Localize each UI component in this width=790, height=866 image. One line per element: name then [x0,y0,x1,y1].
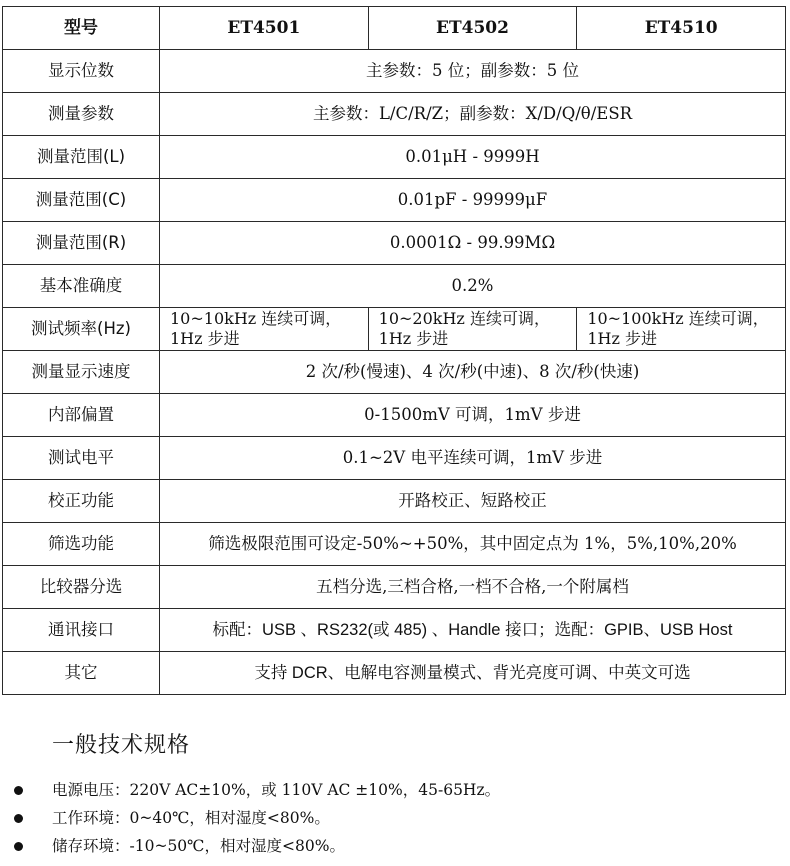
table-header-row [3,7,786,50]
row-value: 主参数：L/C/R/Z；副参数：X/D/Q/θ/ESR [160,93,786,136]
table-row [3,480,786,523]
table-row [3,437,786,480]
list-item [0,776,790,804]
list-item-text: 工作环境：0~40℃，相对湿度<80%。 [52,809,330,827]
model-et4510: ET4510 [577,7,786,50]
row-value: 五档分选,三档合格,一档不合格,一个附属档 [160,566,786,609]
row-value: 支持 DCR、电解电容测量模式、背光亮度可调、中英文可选 [160,652,786,695]
table-row-frequency [3,308,786,351]
freq-step-text: 1Hz 步进 [587,329,657,348]
spec-table [2,6,786,695]
general-spec-list [0,776,790,860]
freq-range-text: 10~20kHz 连续可调， [378,309,550,328]
row-value: 主参数：5 位；副参数：5 位 [160,50,786,93]
row-value: 标配：USB 、RS232(或 485) 、Handle 接口；选配：GPIB、USB Host [160,609,786,652]
freq-step-text: 1Hz 步进 [170,329,240,348]
table-row [3,394,786,437]
bullet-icon [14,814,23,823]
row-label: 其它 [3,652,160,695]
list-item-text: 储存环境：-10~50℃，相对湿度<80%。 [52,837,345,855]
table-row [3,351,786,394]
freq-et4510 [577,308,786,351]
table-row [3,265,786,308]
freq-range-text: 10~10kHz 连续可调， [170,309,342,328]
row-value: 2 次/秒(慢速)、4 次/秒(中速)、8 次/秒(快速) [160,351,786,394]
row-label: 测试频率(Hz) [3,308,160,351]
row-label: 筛选功能 [3,523,160,566]
row-label: 显示位数 [3,50,160,93]
row-value: 0.0001Ω - 99.99MΩ [160,222,786,265]
table-row [3,652,786,695]
row-value: 0.1~2V 电平连续可调，1mV 步进 [160,437,786,480]
table-row [3,179,786,222]
table-row [3,523,786,566]
row-label: 比较器分选 [3,566,160,609]
freq-range-text: 10~100kHz 连续可调， [587,309,769,328]
freq-et4502 [368,308,577,351]
row-label: 测量范围(C) [3,179,160,222]
row-label: 通讯接口 [3,609,160,652]
row-value: 开路校正、短路校正 [160,480,786,523]
table-row [3,136,786,179]
model-et4501: ET4501 [160,7,369,50]
table-row [3,93,786,136]
row-label: 基本准确度 [3,265,160,308]
table-row [3,609,786,652]
row-value: 0.01pF - 99999μF [160,179,786,222]
row-label: 测量范围(R) [3,222,160,265]
row-label: 校正功能 [3,480,160,523]
row-value: 0-1500mV 可调，1mV 步进 [160,394,786,437]
row-label: 测量参数 [3,93,160,136]
freq-step-text: 1Hz 步进 [378,329,449,348]
row-value: 0.01μH - 9999H [160,136,786,179]
row-label: 内部偏置 [3,394,160,437]
freq-et4501 [160,308,369,351]
table-row [3,50,786,93]
model-et4502: ET4502 [368,7,577,50]
list-item [0,832,790,860]
bullet-icon [14,842,23,851]
list-item-text: 电源电压：220V AC±10%，或 110V AC ±10%，45-65Hz。 [52,781,501,799]
bullet-icon [14,786,23,795]
row-label: 测试电平 [3,437,160,480]
row-value: 筛选极限范围可设定-50%~+50%，其中固定点为 1%，5%,10%,20% [160,523,786,566]
header-label: 型号 [3,7,160,50]
row-label: 测量显示速度 [3,351,160,394]
list-item [0,804,790,832]
table-row [3,566,786,609]
section-title: 一般技术规格 [52,733,191,758]
row-label: 测量范围(L) [3,136,160,179]
row-value: 0.2% [160,265,786,308]
table-row [3,222,786,265]
